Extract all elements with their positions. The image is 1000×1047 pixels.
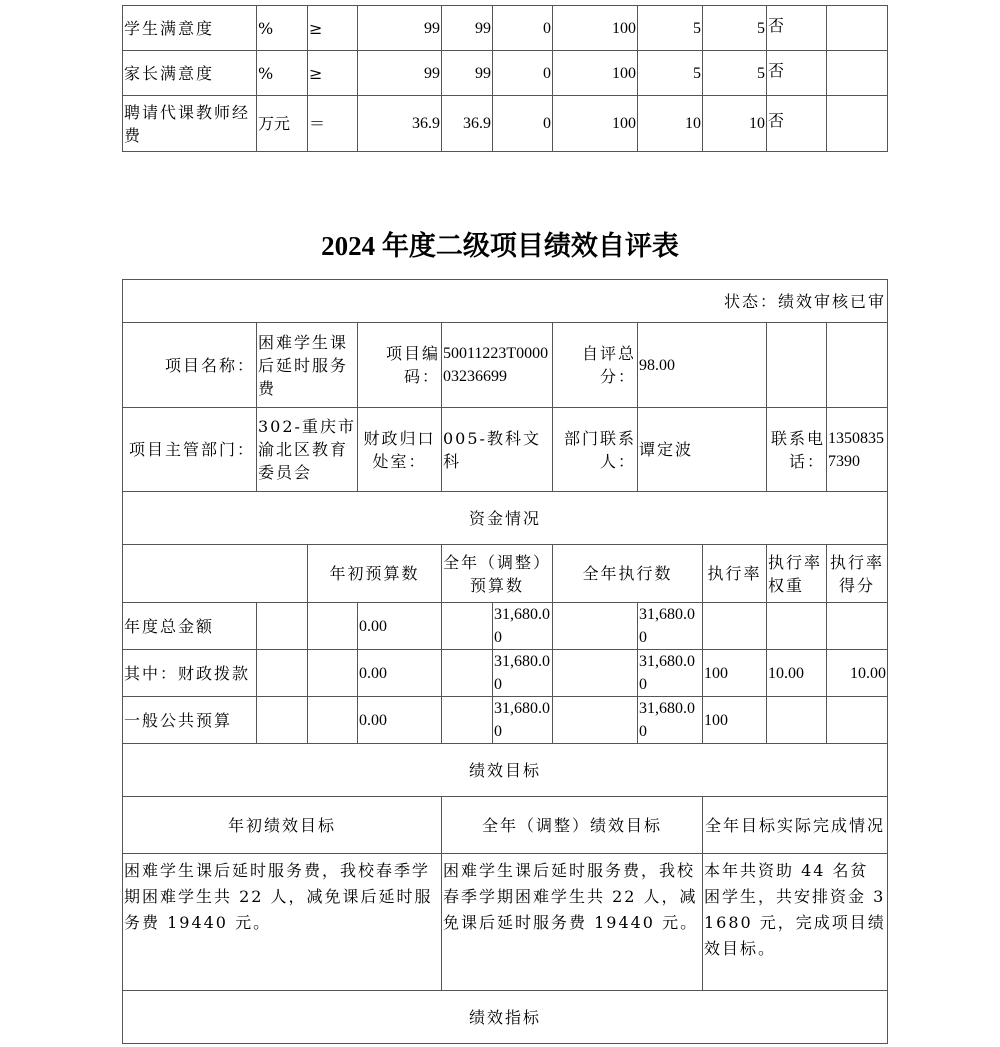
- phone-value: 13508357390: [827, 408, 888, 492]
- funds-weight: [767, 697, 827, 744]
- funds-header-weight: 执行率权重: [767, 545, 827, 603]
- indicator-operator: ≥: [308, 51, 358, 96]
- empty-cell: [257, 603, 308, 650]
- funds-row-label: 年度总金额: [123, 603, 257, 650]
- empty-cell: [553, 697, 638, 744]
- empty-cell: [767, 323, 827, 408]
- funds-weight: 10.00: [767, 650, 827, 697]
- indicator-score: 5: [703, 6, 767, 51]
- funds-score: [827, 603, 888, 650]
- empty-cell: [257, 650, 308, 697]
- goals-adjusted-text: 困难学生课后延时服务费，我校春季学期困难学生共 22 人，减免课后延时服务费 19440 元。: [442, 854, 703, 991]
- goals-header-adjusted: 全年（调整）绩效目标: [442, 797, 703, 854]
- contact-label: 部门联系人：: [553, 408, 638, 492]
- project-code-label: 项目编码：: [358, 323, 442, 408]
- indicator-unit: 万元: [257, 96, 308, 152]
- indicator-weight: 5: [638, 6, 703, 51]
- indicator-rate: 100: [553, 6, 638, 51]
- indicator-target: 99: [358, 6, 442, 51]
- self-score-label: 自评总分：: [553, 323, 638, 408]
- indicator-rate: 100: [553, 51, 638, 96]
- empty-cell: [442, 603, 493, 650]
- indicator-note: [827, 51, 888, 96]
- project-code-value: 50011223T000003236699: [442, 323, 553, 408]
- funds-header-adjusted: 全年（调整）预算数: [442, 545, 553, 603]
- funds-row-label: 其中：财政拨款: [123, 650, 257, 697]
- indicator-unit: %: [257, 51, 308, 96]
- empty-cell: [553, 650, 638, 697]
- indicator-operator: ＝: [308, 96, 358, 152]
- funds-header-initial: 年初预算数: [308, 545, 442, 603]
- indicator-score: 10: [703, 96, 767, 152]
- office-label: 财政归口处室：: [358, 408, 442, 492]
- indicator-note: [827, 6, 888, 51]
- funds-score: [827, 697, 888, 744]
- funds-initial: 0.00: [358, 650, 442, 697]
- empty-cell: [442, 697, 493, 744]
- goals-header-initial: 年初绩效目标: [123, 797, 442, 854]
- indicator-weight: 10: [638, 96, 703, 152]
- indicator-target: 99: [358, 51, 442, 96]
- funds-header-executed: 全年执行数: [553, 545, 703, 603]
- empty-cell: [123, 545, 308, 603]
- indicators-section-title: 绩效指标: [123, 991, 888, 1044]
- funds-adjusted: 31,680.00: [493, 697, 553, 744]
- dept-label: 项目主管部门：: [123, 408, 257, 492]
- indicator-flag: 否: [767, 6, 827, 51]
- self-evaluation-table: [122, 279, 888, 1044]
- funds-executed: 31,680.00: [638, 697, 703, 744]
- funds-rate: [703, 603, 767, 650]
- project-name-label: 项目名称：: [123, 323, 257, 408]
- indicator-rate: 100: [553, 96, 638, 152]
- empty-cell: [308, 603, 358, 650]
- funds-row: [123, 603, 888, 650]
- indicator-actual: 99: [442, 51, 493, 96]
- empty-cell: [827, 323, 888, 408]
- office-value: 005-教科文科: [442, 408, 553, 492]
- funds-rate: 100: [703, 650, 767, 697]
- goals-initial-text: 困难学生课后延时服务费，我校春季学期困难学生共 22 人，减免课后延时服务费 19440 元。: [123, 854, 442, 991]
- empty-cell: [442, 650, 493, 697]
- indicator-row: [123, 6, 888, 51]
- indicator-weight: 5: [638, 51, 703, 96]
- empty-cell: [308, 697, 358, 744]
- indicator-flag: 否: [767, 96, 827, 152]
- indicator-flag: 否: [767, 51, 827, 96]
- indicator-name: 家长满意度: [123, 51, 257, 96]
- goals-header-actual: 全年目标实际完成情况: [703, 797, 888, 854]
- funds-row: [123, 650, 888, 697]
- page-title: 2024 年度二级项目绩效自评表: [321, 231, 679, 261]
- status-text: 状态：绩效审核已审: [123, 280, 888, 323]
- funds-score: 10.00: [827, 650, 888, 697]
- contact-value: 谭定波: [638, 408, 767, 492]
- funds-initial: 0.00: [358, 603, 442, 650]
- indicator-name: 聘请代课教师经费: [123, 96, 257, 152]
- funds-section-title: 资金情况: [123, 492, 888, 545]
- funds-header-rate: 执行率: [703, 545, 767, 603]
- empty-cell: [257, 697, 308, 744]
- indicator-operator: ≥: [308, 6, 358, 51]
- indicator-name: 学生满意度: [123, 6, 257, 51]
- goals-section-title: 绩效目标: [123, 744, 888, 797]
- funds-initial: 0.00: [358, 697, 442, 744]
- funds-executed: 31,680.00: [638, 603, 703, 650]
- indicator-target: 36.9: [358, 96, 442, 152]
- self-score-value: 98.00: [638, 323, 767, 408]
- indicator-deviation: 0: [493, 96, 553, 152]
- project-name-value: 困难学生课后延时服务费: [257, 323, 358, 408]
- funds-weight: [767, 603, 827, 650]
- funds-row: [123, 697, 888, 744]
- empty-cell: [308, 650, 358, 697]
- indicator-actual: 36.9: [442, 96, 493, 152]
- indicator-row: [123, 51, 888, 96]
- phone-label: 联系电话：: [767, 408, 827, 492]
- funds-row-label: 一般公共预算: [123, 697, 257, 744]
- funds-adjusted: 31,680.00: [493, 603, 553, 650]
- indicator-row: [123, 96, 888, 152]
- funds-header-score: 执行率得分: [827, 545, 888, 603]
- indicator-unit: %: [257, 6, 308, 51]
- dept-value: 302-重庆市渝北区教育委员会: [257, 408, 358, 492]
- indicator-deviation: 0: [493, 51, 553, 96]
- indicator-score: 5: [703, 51, 767, 96]
- indicator-deviation: 0: [493, 6, 553, 51]
- indicator-note: [827, 96, 888, 152]
- funds-executed: 31,680.00: [638, 650, 703, 697]
- funds-rate: 100: [703, 697, 767, 744]
- indicator-actual: 99: [442, 6, 493, 51]
- empty-cell: [553, 603, 638, 650]
- goals-actual-text: 本年共资助 44 名贫困学生，共安排资金 31680 元，完成项目绩效目标。: [703, 854, 888, 991]
- indicator-table-continued: [122, 5, 888, 152]
- funds-adjusted: 31,680.00: [493, 650, 553, 697]
